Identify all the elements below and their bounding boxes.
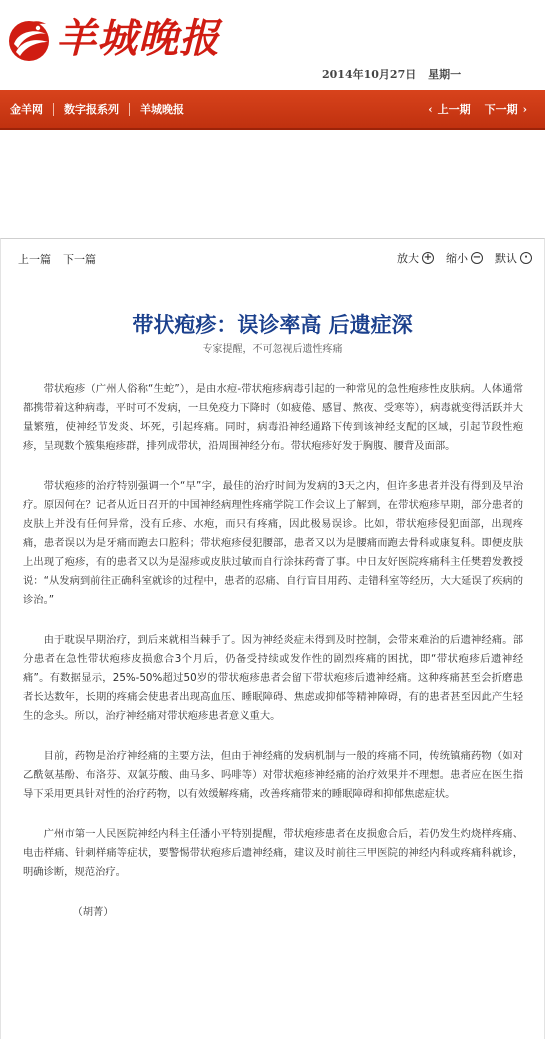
nav-links (0, 90, 194, 128)
zoom-in-label: 放大 (397, 252, 419, 265)
arrow-right-icon: › (522, 103, 527, 116)
masthead (0, 0, 545, 90)
weekday-text: 星期一 (428, 68, 462, 81)
date-text: 2014年10月27日 (322, 68, 417, 81)
newspaper-logo[interactable] (4, 14, 220, 64)
zoom-in-button[interactable] (397, 250, 434, 266)
article-paragraph: 目前，药物是治疗神经痛的主要方法，但由于神经痛的发病机制与一般的疼痛不同，传统镇痛药物（如对乙酰氨基酚、布洛芬、双氯芬酸、曲马多、吗啡等）对带状疱疹神经痛的治疗效果并不理想。患者应在医生指导下采用更具针对性的治疗药物，以有效缓解疼痛，改善疼痛带来的睡眠障碍和抑郁焦虑症状。 (23, 750, 523, 800)
zoom-out-label: 缩小 (446, 252, 468, 265)
next-issue-label: 下一期 (484, 103, 518, 116)
article-subtitle: 专家提醒，不可忽视后遗性疼痛 (202, 344, 343, 355)
article-title: 带状疱疹：误诊率高 后遗症深 (132, 313, 413, 337)
default-size-label: 默认 (495, 252, 517, 265)
top-nav-bar (0, 90, 545, 130)
article-toolbar (1, 239, 544, 277)
minus-circle-icon: − (472, 252, 482, 263)
article-paragraph: 带状疱疹（广州人俗称“生蛇”），是由水痘-带状疱疹病毒引起的一种常见的急性疱疹性皮肤病。人体通常都携带着这种病毒，平时可不发病，一旦免疫力下降时（如疲倦、感冒、熬夜、受寒等），病毒就变得活跃并大量繁殖，使神经节发炎、坏死，引起疼痛。同时，病毒沿神经通路下传到该神经支配的区域，引起节段性疱疹，呈现数个簇集疱疹群，排列成带状，沿周围神经分布。带状疱疹好发于胸腹、腰背及面部。 (23, 383, 523, 452)
zoom-out-button[interactable] (446, 250, 483, 266)
sheep-logo-icon (4, 14, 54, 64)
next-article-link[interactable]: 下一篇 (63, 253, 96, 266)
plus-circle-icon: + (423, 252, 433, 263)
article-body (23, 380, 523, 922)
reset-circle-icon: · (520, 252, 532, 264)
next-issue-link[interactable] (485, 101, 527, 117)
article-paragraph: 带状疱疹的治疗特别强调一个“早”字，最佳的治疗时间为发病的3天之内，但许多患者并没有得到及早治疗。原因何在？记者从近日召开的中国神经病理性疼痛学院工作会议上了解到，在带状疱疹早期，部分患者的皮肤上并没有任何异常，没有丘疹、水疱，而只有疼痛，因此极易误诊。比如，带状疱疹侵犯面部，出现疼痛，患者误以为是牙痛而跑去口腔科；带状疱疹侵犯腰部，患者又以为是腰痛而跑去骨科或康复科。即便皮肤上出现了疱疹，有的患者又以为是湿疹或皮肤过敏而自行涂抹药膏了事。中日友好医院疼痛科主任樊碧发教授说：“从发病到前往正确科室就诊的过程中，患者的忍痛、自行盲目用药、走错科室等经历，大大延误了疾病的诊治。” (23, 480, 523, 606)
nav-link-jinyang[interactable]: 金羊网 (10, 103, 43, 116)
article-panel (0, 238, 545, 1039)
prev-issue-link[interactable] (428, 101, 470, 117)
article-byline: （胡菁） (72, 906, 114, 918)
prev-issue-label: 上一期 (437, 103, 471, 116)
logo-text: 羊城晚报 (56, 15, 220, 62)
article-paragraph: 由于耽误早期治疗，到后来就相当棘手了。因为神经炎症未得到及时控制，会带来难治的后遗神经痛。部分患者在急性带状疱疹皮损愈合3个月后，仍备受持续或发作性的剧烈疼痛的困扰，即“带状疱疹后遗神经痛”。有数据显示，25%-50%超过50岁的带状疱疹患者会留下带状疱疹后遗神经痛。这种疼痛甚至会折磨患者长达数年，长期的疼痛会使患者出现高血压、睡眠障碍、焦虑或抑郁等精神障碍，有的患者甚至因此产生轻生的念头。所以，治疗神经痛对带状疱疹患者意义重大。 (23, 634, 523, 722)
default-size-button[interactable] (495, 250, 532, 266)
prev-article-link[interactable]: 上一篇 (18, 253, 51, 266)
font-size-controls (397, 250, 532, 266)
nav-link-yangcheng-evening[interactable]: 羊城晚报 (140, 103, 184, 116)
article-pager (18, 251, 96, 267)
article-paragraph: 广州市第一人民医院神经内科主任潘小平特别提醒，带状疱疹患者在皮损愈合后，若仍发生灼烧样疼痛、电击样痛、针刺样痛等症状，要警惕带状疱疹后遗神经痛，建议及时前往三甲医院的神经内科或疼痛科就诊，明确诊断，规范治疗。 (23, 828, 523, 878)
issue-date (322, 66, 461, 82)
nav-link-digital-series[interactable]: 数字报系列 (64, 103, 119, 116)
arrow-left-icon: ‹ (428, 103, 433, 116)
issue-pager (428, 90, 527, 128)
